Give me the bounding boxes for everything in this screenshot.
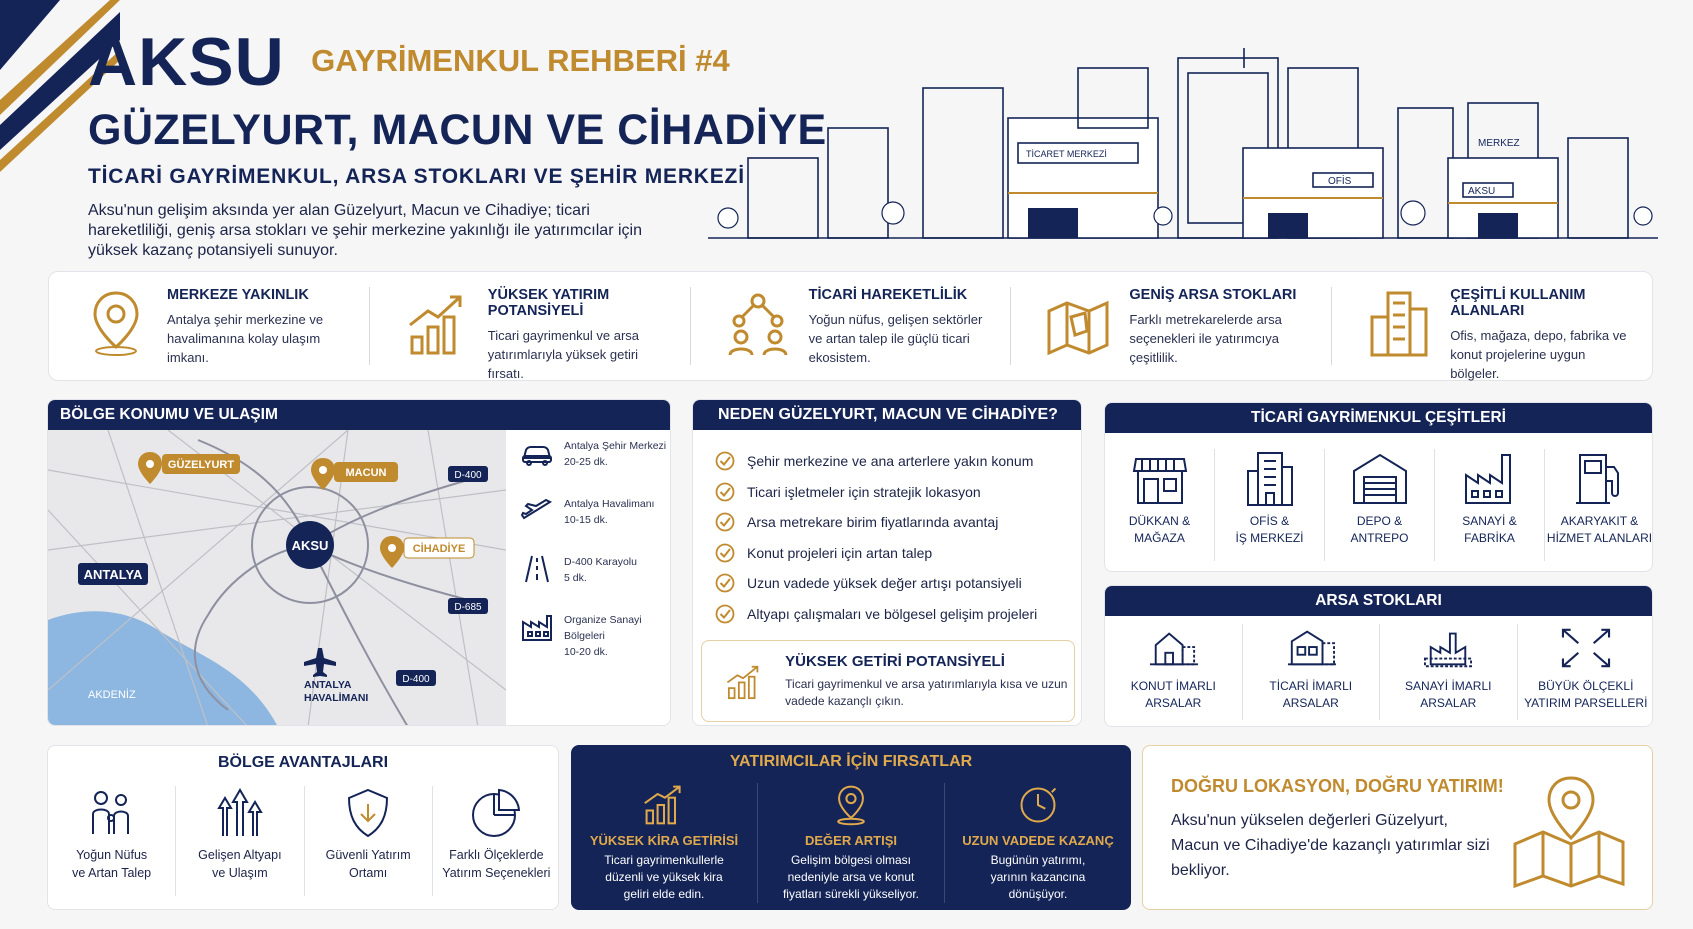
high-return-text: Ticari gayrimenkul ve arsa yatırımlarıyla kısa ve uzun vadede kazançlı çıkın. (785, 676, 1068, 708)
legend-time: 20-25 dk. (564, 456, 608, 468)
shield-icon (341, 786, 395, 840)
why-item-text: Şehir merkezine ve ana arterlere yakın konum (747, 453, 1034, 470)
advantage-item (433, 786, 559, 896)
road-label-d400: D-400 (454, 470, 482, 481)
location-heading: BÖLGE KONUMU VE ULAŞIM (48, 400, 670, 430)
type-label-line2: MAĞAZA (1134, 531, 1185, 545)
region-map (48, 430, 506, 726)
advantages-heading: BÖLGE AVANTAJLARI (217, 754, 389, 771)
stock-label-line1: KONUT İMARLI (1130, 679, 1216, 693)
land-stock-item (1243, 624, 1381, 720)
why-item (715, 568, 1037, 599)
cta-card (1142, 745, 1653, 910)
feature-item (1011, 287, 1332, 365)
land-stock-item (1105, 624, 1243, 720)
land-map-icon (1045, 287, 1111, 359)
industrial-plot-icon (1418, 624, 1478, 672)
advantage-label-line2: Ortamı (349, 866, 388, 880)
property-type-item (1545, 449, 1653, 561)
factory-icon (1460, 449, 1520, 507)
map-label-cihadiye: CİHADİYE (412, 543, 466, 555)
opportunity-line1: Bugünün yatırımı, (990, 853, 1086, 867)
why-list (715, 446, 1037, 629)
type-label-line1: OFİS & (1249, 514, 1290, 528)
map-label-guzelyurt: GÜZELYURT (167, 459, 235, 471)
people-icon (85, 786, 139, 840)
pie-icon (469, 786, 523, 840)
stock-label-line2: YATIRIM PARSELLERİ (1524, 696, 1648, 710)
cta-text: Aksu'nun yükselen değerleri Güzelyurt, Macun ve Cihadiye'de kazançlı yatırımlar sizi bekliyor. (1171, 812, 1490, 879)
sign-center: MERKEZ (1478, 138, 1520, 149)
legend-place: D-400 Karayolu (564, 556, 637, 568)
feature-item (1332, 287, 1652, 381)
advantage-item (176, 786, 304, 896)
shop-icon (1130, 449, 1190, 507)
check-icon (715, 451, 735, 471)
bar-growth-icon (639, 783, 689, 827)
type-label-line1: DEPO & (1356, 514, 1403, 528)
feature-title: MERKEZE YAKINLIK (167, 287, 309, 303)
plane-icon (520, 496, 554, 526)
sign-aksu: AKSU (1468, 186, 1496, 197)
road-label-d685: D-685 (454, 602, 482, 613)
advantage-label-line1: Farklı Ölçeklerde (449, 848, 544, 862)
opportunity-line3: fiyatları sürekli yükseliyor. (782, 887, 920, 901)
legend-item (520, 438, 670, 496)
opportunity-line1: Ticari gayrimenkullerle (604, 853, 724, 867)
opportunity-line2: düzenli ve yüksek kira (605, 870, 723, 884)
legend-time: 5 dk. (564, 572, 587, 584)
type-label-line2: İŞ MERKEZİ (1235, 531, 1304, 545)
brand-title: AKSU (88, 24, 285, 100)
check-icon (715, 573, 735, 593)
feature-text: Ticari gayrimenkul ve arsa yatırımlarıyla yüksek getiri fırsatı. (487, 328, 640, 381)
check-icon (715, 482, 735, 502)
feature-bar (48, 271, 1653, 381)
commercial-plot-icon (1281, 624, 1341, 672)
airport-label-line2: HAVALİMANI (304, 692, 369, 704)
why-card (692, 399, 1082, 726)
stock-label-line1: SANAYİ İMARLI (1405, 679, 1492, 693)
sign-mall: TİCARET MERKEZİ (1026, 149, 1107, 159)
why-item-text: Altyapı çalışmaları ve bölgesel gelişim projeleri (747, 605, 1038, 622)
legend-item (520, 612, 670, 682)
why-item-text: Konut projeleri için artan talep (747, 544, 933, 561)
warehouse-icon (1350, 449, 1410, 507)
opportunity-title: DEĞER ARTIŞI (805, 833, 897, 848)
feature-item (370, 287, 691, 381)
location-card (47, 399, 671, 726)
buildings-icon (1366, 287, 1432, 359)
fuel-station-icon (1570, 449, 1630, 507)
advantage-item (305, 786, 433, 896)
opportunity-title: YÜKSEK KİRA GETİRİSİ (589, 833, 739, 848)
land-stock-item (1380, 624, 1518, 720)
land-stocks-row (1105, 624, 1653, 720)
property-types-row (1105, 449, 1653, 561)
cta-heading: DOĞRU LOKASYON, DOĞRU YATIRIM! (1171, 776, 1504, 796)
growth-chart-icon (726, 655, 763, 707)
check-icon (715, 604, 735, 624)
why-item-text: Arsa metrekare birim fiyatlarında avantaj (747, 514, 999, 531)
expand-icon (1556, 624, 1616, 672)
opportunity-line3: dönüşüyor. (1008, 887, 1068, 901)
type-label-line2: HİZMET ALANLARI (1546, 531, 1653, 545)
feature-title: TİCARİ HAREKETLİLİK (808, 287, 968, 303)
advantages-card (47, 745, 559, 910)
opportunities-card (571, 745, 1131, 910)
opportunity-item (945, 783, 1131, 903)
network-people-icon (725, 287, 791, 359)
why-item (715, 446, 1037, 477)
series-label: GAYRİMENKUL REHBERİ #4 (311, 43, 730, 78)
legend-time: 10-15 dk. (564, 514, 608, 526)
road-icon (520, 554, 554, 584)
why-item (715, 507, 1037, 538)
opportunity-line3: geliri elde edin. (623, 887, 705, 901)
advantage-label-line2: Yatırım Seçenekleri (442, 866, 551, 880)
high-return-title: YÜKSEK GETİRİ POTANSİYELİ (785, 652, 1005, 670)
city-skyline-illustration (708, 48, 1658, 248)
property-type-item (1435, 449, 1545, 561)
land-stocks-card (1104, 585, 1653, 727)
opportunity-title: UZUN VADEDE KAZANÇ (962, 833, 1114, 848)
type-label-line1: DÜKKAN & (1128, 514, 1191, 528)
location-pin-icon (83, 287, 149, 359)
stock-label-line1: TİCARİ İMARLI (1269, 679, 1353, 693)
office-tower-icon (1240, 449, 1300, 507)
advantage-label-line2: ve Artan Talep (72, 866, 152, 880)
property-types-heading: TİCARİ GAYRİMENKUL ÇEŞİTLERİ (1105, 403, 1652, 433)
clock-icon (1013, 783, 1063, 827)
location-pin-icon (826, 783, 876, 827)
map-label-sea: AKDENİZ (88, 689, 136, 701)
infrastructure-icon (213, 786, 267, 840)
legend-item (520, 554, 670, 612)
property-type-item (1325, 449, 1435, 561)
page-title: GÜZELYURT, MACUN VE CİHADİYE (88, 106, 827, 154)
feature-item (691, 287, 1012, 365)
stock-label-line1: BÜYÜK ÖLÇEKLİ (1538, 679, 1634, 693)
advantage-label-line1: Gelişen Altyapı (198, 848, 282, 862)
opportunities-row (571, 783, 1131, 903)
road-label-d400-south: D-400 (402, 674, 430, 685)
property-type-item (1215, 449, 1325, 561)
map-label-antalya: ANTALYA (83, 567, 143, 582)
high-return-box (701, 640, 1075, 722)
opportunity-line2: yarının kazancına (990, 870, 1086, 884)
travel-times-legend (520, 438, 670, 682)
feature-title: GENİŞ ARSA STOKLARI (1129, 287, 1297, 303)
advantage-label-line1: Güvenli Yatırım (325, 848, 411, 862)
car-icon (520, 438, 554, 468)
advantages-row (48, 786, 559, 896)
factory-icon (520, 612, 554, 642)
property-types-card (1104, 402, 1653, 572)
type-label-line2: ANTREPO (1350, 531, 1409, 545)
check-icon (715, 543, 735, 563)
feature-item (49, 287, 370, 365)
advantage-label-line2: ve Ulaşım (212, 866, 268, 880)
land-stock-item (1518, 624, 1654, 720)
intro-text: Aksu'nun gelişim aksında yer alan Güzelyurt, Macun ve Cihadiye; ticari hareketliliği, geniş arsa stokları ve şehir merkezine yakınlığı ile yatırımcılar için yüksek kazanç potansiyeli sunuyor. (88, 202, 642, 259)
advantage-label-line1: Yoğun Nüfus (76, 848, 148, 862)
why-heading: NEDEN GÜZELYURT, MACUN VE CİHADİYE? (693, 400, 1082, 430)
why-item (715, 477, 1037, 508)
house-plot-icon (1143, 624, 1203, 672)
feature-text: Farklı metrekarelerde arsa seçenekleri ile yatırımcıya çeşitlilik. (1129, 312, 1282, 365)
stock-label-line2: ARSALAR (1282, 696, 1339, 710)
stock-label-line2: ARSALAR (1420, 696, 1477, 710)
legend-place: Antalya Havalimanı (564, 498, 655, 510)
land-stocks-heading: ARSA STOKLARI (1105, 586, 1652, 616)
opportunities-heading: YATIRIMCILAR İÇİN FIRSATLAR (729, 753, 973, 770)
opportunity-line2: nedeniyle arsa ve konut (787, 870, 915, 884)
legend-place: Antalya Şehir Merkezi (564, 440, 667, 452)
type-label-line2: FABRİKA (1464, 531, 1515, 545)
growth-chart-icon (404, 287, 470, 359)
property-type-item (1105, 449, 1215, 561)
stock-label-line2: ARSALAR (1145, 696, 1202, 710)
type-label-line1: AKARYAKIT & (1560, 514, 1639, 528)
map-label-aksu: AKSU (291, 538, 329, 553)
feature-text: Antalya şehir merkezine ve havalimanına kolay ulaşım imkanı. (167, 312, 324, 365)
opportunity-item (571, 783, 758, 903)
page-subtitle: TİCARİ GAYRİMENKUL, ARSA STOKLARI VE ŞEHİR MERKEZİ (88, 165, 745, 188)
legend-item (520, 496, 670, 554)
feature-title: YÜKSEK YATIRIM POTANSİYELİ (487, 287, 610, 319)
map-pin-icon (1509, 772, 1629, 890)
feature-text: Ofis, mağaza, depo, fabrika ve konut projelerine uygun bölgeler. (1450, 328, 1627, 381)
opportunity-line1: Gelişim bölgesi olması (790, 853, 912, 867)
legend-place: Organize Sanayi Bölgeleri (564, 614, 642, 642)
map-label-macun: MACUN (345, 467, 387, 479)
advantage-item (48, 786, 176, 896)
opportunity-item (758, 783, 945, 903)
check-icon (715, 512, 735, 532)
feature-title: ÇEŞİTLİ KULLANIM ALANLARI (1450, 287, 1586, 319)
sign-office: OFİS (1328, 176, 1352, 187)
feature-text: Yoğun nüfus, gelişen sektörler ve artan talep ile güçlü ticari ekosistem. (808, 312, 983, 365)
why-item-text: Ticari işletmeler için stratejik lokasyon (747, 483, 981, 500)
why-item-text: Uzun vadede yüksek değer artışı potansiyeli (747, 575, 1022, 592)
airport-label-line1: ANTALYA (304, 679, 352, 691)
type-label-line1: SANAYİ & (1462, 514, 1517, 528)
why-item (715, 538, 1037, 569)
why-item (715, 599, 1037, 630)
legend-time: 10-20 dk. (564, 646, 608, 658)
